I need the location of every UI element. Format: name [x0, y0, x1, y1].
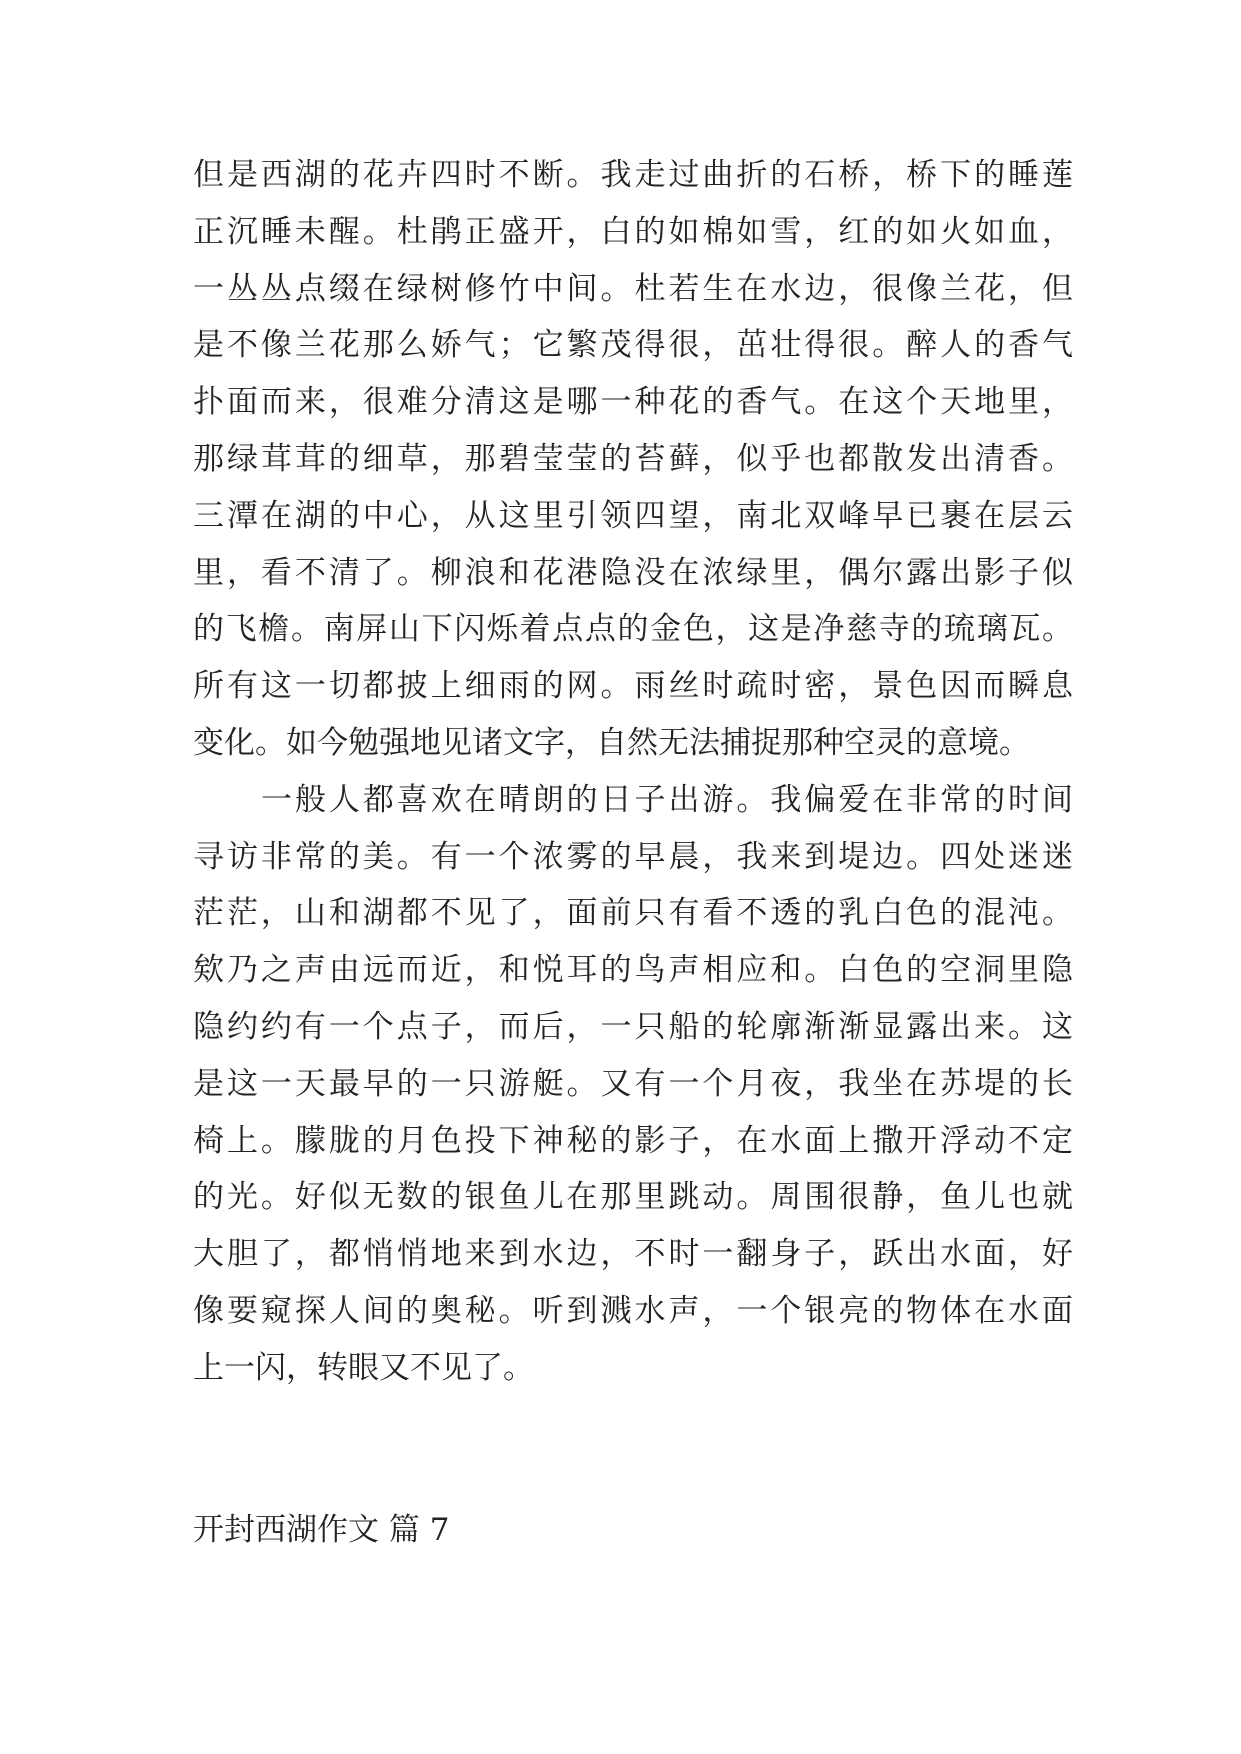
body-text	[193, 147, 1073, 1397]
text-line: 是不像兰花那么娇气；它繁茂得很，茁壮得很。醉人的香气	[193, 327, 1073, 364]
text-line: 像要窥探人间的奥秘。听到溅水声，一个银亮的物体在水面	[193, 1292, 1073, 1329]
text-line: 那绿茸茸的细草，那碧莹莹的苔藓，似乎也都散发出清香。	[193, 440, 1073, 477]
text-line: 里，看不清了。柳浪和花港隐没在浓绿里，偶尔露出影子似	[193, 554, 1073, 591]
text-line: 隐约约有一个点子，而后，一只船的轮廓渐渐显露出来。这	[193, 1008, 1073, 1045]
text-line: 变化。如今勉强地见诸文字，自然无法捕捉那种空灵的意境。	[193, 724, 1030, 761]
section-heading: 开封西湖作文 篇 7	[193, 1512, 450, 1548]
text-line: 扑面而来，很难分清这是哪一种花的香气。在这个天地里，	[193, 384, 1073, 421]
text-line: 寻访非常的美。有一个浓雾的早晨，我来到堤边。四处迷迷	[193, 838, 1073, 875]
text-line: 的光。好似无数的银鱼儿在那里跳动。周围很静，鱼儿也就	[193, 1179, 1073, 1216]
text-line: 是这一天最早的一只游艇。又有一个月夜，我坐在苏堤的长	[193, 1065, 1073, 1102]
text-line: 上一闪，转眼又不见了。	[193, 1349, 534, 1386]
text-line: 大胆了，都悄悄地来到水边，不时一翻身子，跃出水面，好	[193, 1236, 1073, 1273]
text-line: 正沉睡未醒。杜鹃正盛开，白的如棉如雪，红的如火如血，	[193, 213, 1073, 250]
text-line: 一般人都喜欢在晴朗的日子出游。我偏爱在非常的时间	[261, 781, 1073, 818]
paragraph-2	[193, 772, 1073, 1397]
text-line: 但是西湖的花卉四时不断。我走过曲折的石桥，桥下的睡莲	[193, 157, 1073, 193]
text-line: 椅上。朦胧的月色投下神秘的影子，在水面上撒开浮动不定	[193, 1122, 1073, 1159]
text-line: 的飞檐。南屏山下闪烁着点点的金色，这是净慈寺的琉璃瓦。	[193, 611, 1073, 648]
text-line: 茫茫，山和湖都不见了，面前只有看不透的乳白色的混沌。	[193, 895, 1073, 932]
text-line: 欸乃之声由远而近，和悦耳的鸟声相应和。白色的空洞里隐	[193, 952, 1073, 989]
text-line: 一丛丛点缀在绿树修竹中间。杜若生在水边，很像兰花，但	[193, 270, 1073, 307]
paragraph-1	[193, 147, 1073, 772]
text-line: 所有这一切都披上细雨的网。雨丝时疏时密，景色因而瞬息	[193, 668, 1073, 705]
text-line: 三潭在湖的中心，从这里引领四望，南北双峰早已裹在层云	[193, 497, 1073, 534]
